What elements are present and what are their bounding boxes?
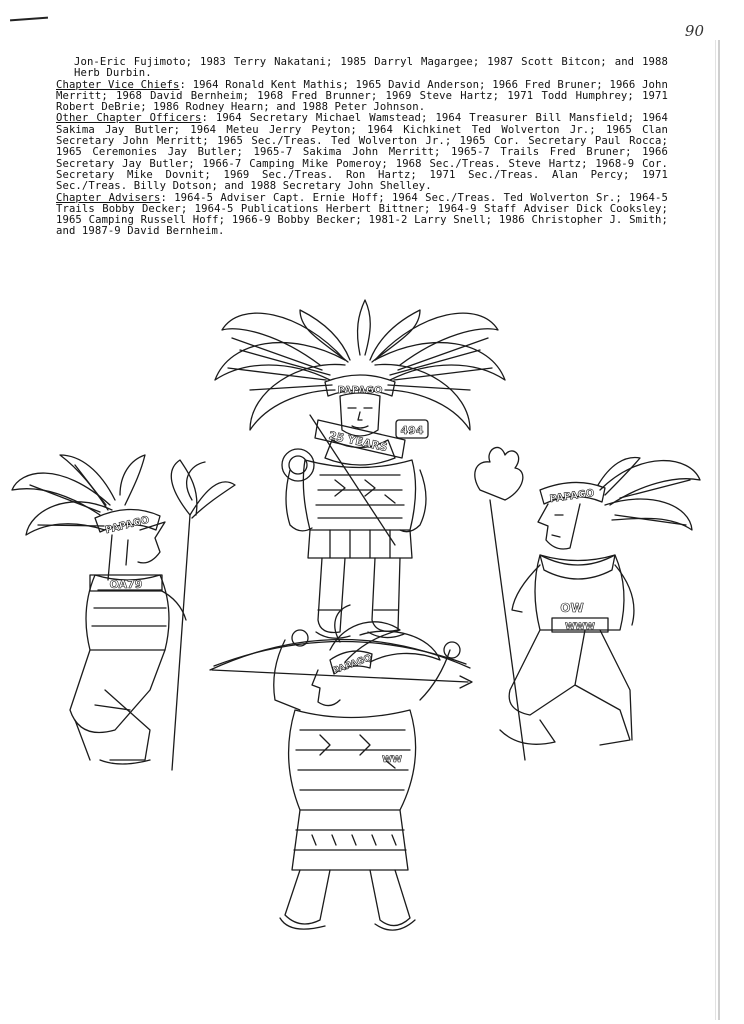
bottom-belt-label: WW [382, 755, 402, 765]
left-belt-label: OA79 [109, 578, 143, 591]
top-torso [303, 460, 415, 530]
right-headdress-feathers [598, 457, 700, 530]
paragraph-other-officers [56, 113, 668, 192]
other-officers-text: : 1964 Secretary Michael Wamstead; 1964 Treasurer Bill Mansfield; 1964 Sakima Jay Butler; 1964 Meteu Jerry Peyton; 1964 Kichkinet Ted Wolverton Jr.; 1965 Clan Secretary John Merritt; 1965 Sec./Treas. Ted Wolverton Jr.; 1965 Cor. Secretary Paul Rocca; 1965 Ceremonies Jay Butler; 1965-7 Sakima John Merritt; 1965-7 Trails Fred Bruner; 1966 Secretary Jay Butler; 1966-7 Camping Mike Pomeroy; 1968 Sec./Treas. Steve Hartz; 1968-9 Cor. Secretary Mike Dovnit; 1969 Sec./Treas. Ron Hartz; 1971 Sec./Treas. Alan Percy; 1971 Sec./Treas. Billy Dotson; and 1988 Secretary John Shelley. [56, 112, 668, 193]
top-headband-label: PAPAGO [337, 385, 383, 396]
right-torch-staff [490, 500, 525, 760]
officer-listing [56, 57, 668, 238]
right-headband-label: PAPAGO [549, 487, 596, 506]
aztec-warriors-illustration [0, 290, 744, 950]
right-torso [535, 555, 624, 630]
category-heading: Other Chapter Officers [56, 112, 202, 125]
top-number-label: 494 [400, 424, 424, 437]
left-warrior-figure [12, 455, 235, 770]
top-sash-label: 25 YEARS [327, 428, 389, 455]
left-headband-label: PAPAGO [104, 514, 151, 537]
right-warrior-figure [475, 447, 700, 760]
right-torch-flame [475, 447, 523, 500]
paragraph-vice-chiefs [56, 80, 668, 114]
vice-chiefs-text: : 1964 Ronald Kent Mathis; 1965 David Anderson; 1966 Fred Bruner; 1966 John Merritt; 1968 David Bernheim; 1968 Fred Brunner; 1969 Steve Hartz; 1971 Todd Humphrey; 1971 Robert DeBrie; 1986 Rodney Hearn; and 1988 Peter Johnson. [56, 78, 668, 114]
top-shield [282, 449, 314, 481]
bottom-headdress-feathers [330, 605, 440, 662]
corner-mark [10, 17, 48, 22]
paragraph-advisers [56, 193, 668, 238]
bottom-headband-label: PAPAGO [331, 653, 374, 677]
category-heading: Chapter Advisers [56, 191, 161, 204]
paragraph-continuation [56, 57, 668, 80]
right-belt-label: WWW [565, 622, 595, 632]
top-warrior-figure [215, 300, 505, 638]
top-headdress-feathers [215, 300, 505, 430]
bottom-archer-figure [210, 605, 472, 930]
advisers-text: : 1964-5 Adviser Capt. Ernie Hoff; 1964 Sec./Treas. Ted Wolverton Sr.; 1964-5 Trails Bobby Decker; 1964-5 Publications Herbert Bittner; 1964-9 Staff Adviser Dick Cooksley; 1965 Camping Russell Hoff; 1966-9 Bobby Becker; 1981-2 Larry Snell; 1986 Christopher J. Smith; and 1987-9 David Bernheim. [56, 191, 668, 238]
continuation-text: Jon-Eric Fujimoto; 1983 Terry Nakatani; 1985 Darryl Magargee; 1987 Scott Bitcon; and 1988 Herb Durbin. [74, 56, 668, 80]
right-chest-label: OW [560, 601, 584, 615]
left-feather-staff [172, 515, 190, 770]
right-face [538, 504, 580, 549]
page-number: 90 [684, 22, 704, 40]
category-heading: Chapter Vice Chiefs [56, 78, 180, 91]
